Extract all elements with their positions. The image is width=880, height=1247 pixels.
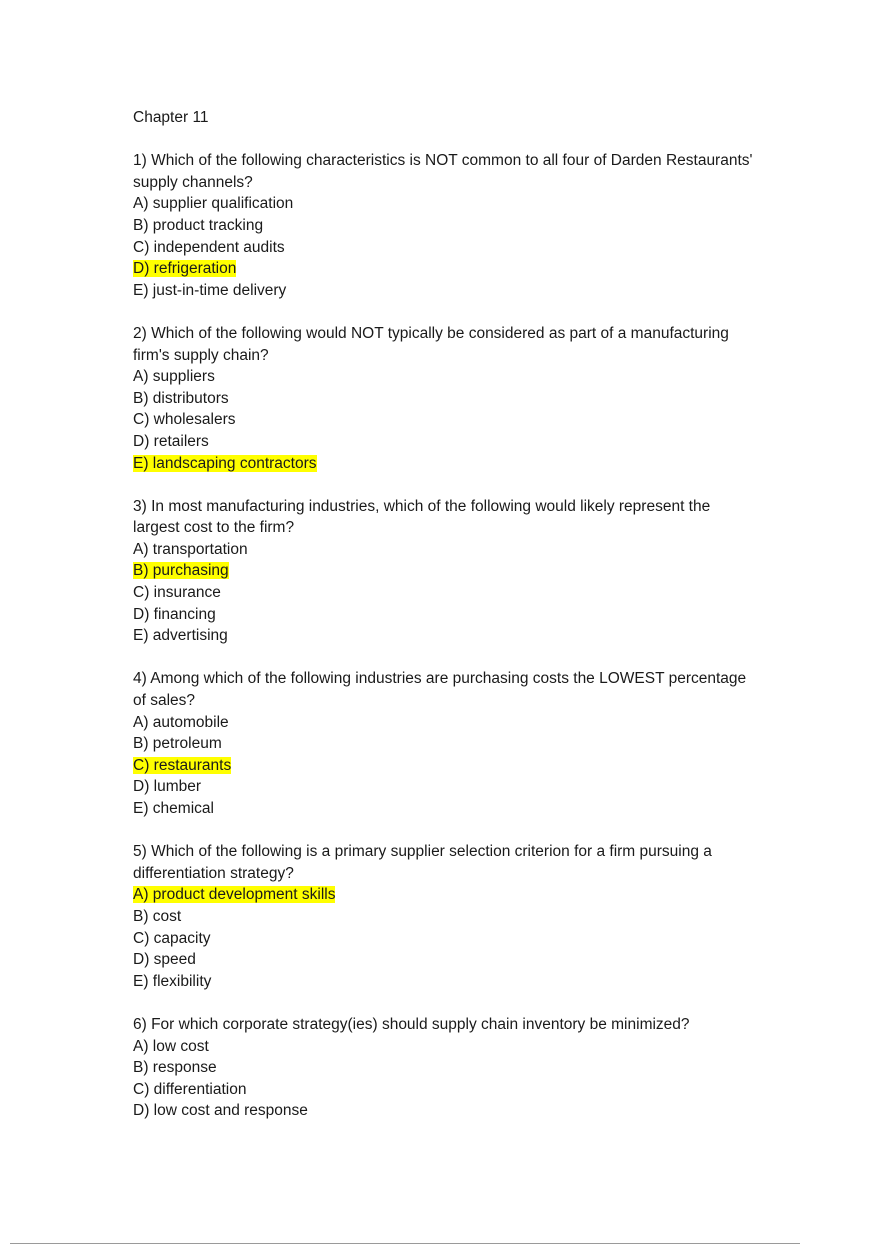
- question-block: [133, 496, 753, 647]
- answer-option-label: C) independent audits: [133, 238, 285, 256]
- answer-options: [133, 712, 753, 820]
- answer-option-label: A) transportation: [133, 540, 248, 558]
- answer-option: [133, 712, 753, 734]
- answer-option-label: E) just-in-time delivery: [133, 281, 287, 299]
- answer-option: [133, 733, 753, 755]
- answer-option-label: A) product development skills: [133, 886, 336, 904]
- answer-option-label: B) cost: [133, 907, 182, 925]
- answer-options: [133, 193, 753, 301]
- answer-option: [133, 582, 753, 604]
- answer-option-label: B) product tracking: [133, 216, 264, 234]
- answer-option-label: A) suppliers: [133, 368, 215, 386]
- answer-option-label: D) speed: [133, 951, 196, 969]
- answer-option-correct: [133, 453, 753, 475]
- answer-option: [133, 949, 753, 971]
- answer-option-correct: [133, 755, 753, 777]
- answer-option: [133, 1036, 753, 1058]
- answer-option-label: C) insurance: [133, 584, 221, 602]
- answer-option-label: A) low cost: [133, 1037, 209, 1055]
- question-block: [133, 668, 753, 819]
- answer-option: [133, 1057, 753, 1079]
- question-text: 3) In most manufacturing industries, which of the following would likely represent the largest cost to the firm?: [133, 497, 711, 537]
- answer-option-label: E) flexibility: [133, 972, 212, 990]
- chapter-title: Chapter 11: [133, 109, 209, 126]
- answer-option: [133, 388, 753, 410]
- question-list: [133, 150, 753, 1122]
- question-text: 2) Which of the following would NOT typically be considered as part of a manufacturing firm's supply chain?: [133, 324, 729, 364]
- answer-option-label: E) landscaping contractors: [133, 454, 317, 472]
- answer-option-correct: [133, 560, 753, 582]
- answer-option: [133, 928, 753, 950]
- question-text: 5) Which of the following is a primary supplier selection criterion for a firm pursuing a differentiation strategy?: [133, 843, 712, 882]
- answer-option-label: D) lumber: [133, 778, 202, 796]
- answer-option: [133, 1079, 753, 1101]
- answer-option: [133, 193, 753, 215]
- answer-option: [133, 625, 753, 647]
- question-text: 4) Among which of the following industries are purchasing costs the LOWEST percentage of sales?: [133, 670, 747, 710]
- answer-option-label: B) petroleum: [133, 735, 222, 753]
- question-block: [133, 150, 753, 301]
- answer-option-label: C) differentiation: [133, 1080, 247, 1098]
- answer-option: [133, 366, 753, 388]
- answer-option-label: C) restaurants: [133, 756, 232, 774]
- answer-option-label: D) retailers: [133, 432, 209, 450]
- answer-option-label: C) wholesalers: [133, 411, 236, 429]
- answer-option-label: C) capacity: [133, 929, 211, 947]
- answer-option: [133, 409, 753, 431]
- answer-options: [133, 366, 753, 474]
- answer-option-label: B) distributors: [133, 389, 229, 407]
- answer-option: [133, 906, 753, 928]
- answer-option-label: E) advertising: [133, 627, 228, 645]
- answer-option: [133, 215, 753, 237]
- answer-option-label: D) low cost and response: [133, 1102, 308, 1120]
- answer-option: [133, 431, 753, 453]
- question-block: [133, 1014, 753, 1122]
- answer-option: [133, 280, 753, 302]
- answer-option: [133, 237, 753, 259]
- question-block: [133, 841, 753, 992]
- answer-option-label: B) purchasing: [133, 562, 229, 580]
- answer-option: [133, 776, 753, 798]
- question-text: 1) Which of the following characteristics is NOT common to all four of Darden Restaurants' supply channels?: [133, 152, 753, 191]
- answer-option-label: D) refrigeration: [133, 260, 237, 278]
- question-block: [133, 323, 753, 474]
- answer-option: [133, 798, 753, 820]
- answer-option: [133, 1100, 753, 1122]
- answer-options: [133, 1036, 753, 1122]
- answer-option-label: B) response: [133, 1059, 217, 1077]
- answer-options: [133, 884, 753, 992]
- answer-option-label: A) automobile: [133, 713, 229, 731]
- answer-option-correct: [133, 884, 753, 906]
- question-text: 6) For which corporate strategy(ies) should supply chain inventory be minimized?: [133, 1015, 690, 1033]
- answer-option-label: A) supplier qualification: [133, 195, 294, 213]
- answer-option-label: E) chemical: [133, 800, 214, 817]
- answer-options: [133, 539, 753, 647]
- answer-option: [133, 604, 753, 626]
- document-page: [133, 107, 753, 1144]
- page-bottom-rule: [10, 1243, 800, 1244]
- answer-option: [133, 539, 753, 561]
- answer-option-label: D) financing: [133, 605, 216, 623]
- answer-option: [133, 971, 753, 993]
- answer-option-correct: [133, 258, 753, 280]
